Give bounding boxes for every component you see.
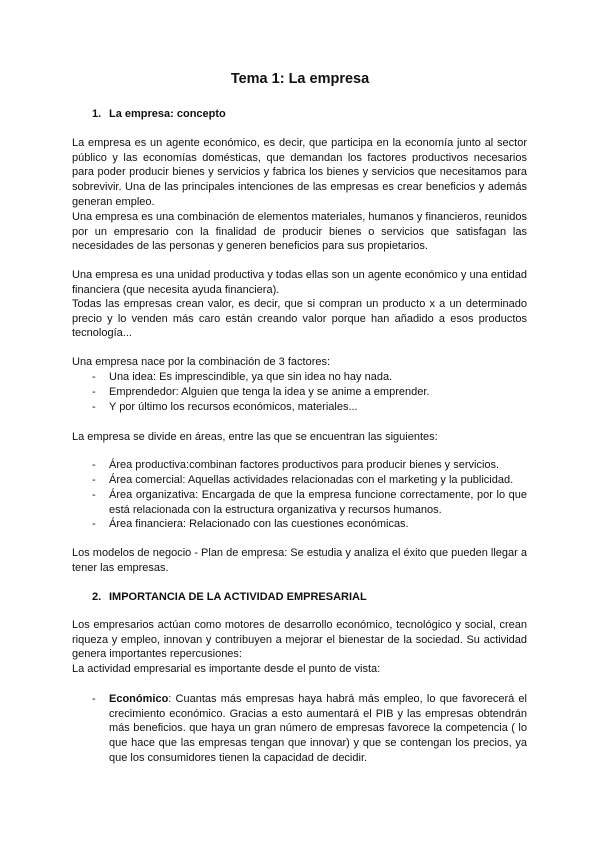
section-2-title: IMPORTANCIA DE LA ACTIVIDAD EMPRESARIAL <box>109 591 367 603</box>
bullet-dash: - <box>92 693 96 705</box>
bullet-dash: - <box>92 386 96 398</box>
list-item-text: Área productiva:combinan factores productivos para producir bienes y servicios. <box>109 459 500 471</box>
paragraph: Una empresa es una combinación de elementos materiales, humanos y financieros, reunidos por un empresario con la finalidad de producir bienes o servicios que satisfagan las necesidades de las personas y generen beneficios para sus propietarios. <box>72 211 527 253</box>
paragraph: Una empresa es una unidad productiva y todas ellas son un agente económico y una entidad financiera (que necesita ayuda financiera). <box>72 269 527 296</box>
bullet-dash: - <box>92 459 96 471</box>
paragraph: La actividad empresarial es importante desde el punto de vista: <box>72 663 381 675</box>
page-title: Tema 1: La empresa <box>230 71 370 87</box>
paragraph: La empresa se divide en áreas, entre las que se encuentran las siguientes: <box>72 431 438 443</box>
paragraph: Los empresarios actúan como motores de desarrollo económico, tecnológico y social, crean riqueza y empleo, innovan y contribuyen a mejorar el bienestar de la sociedad. Su actividad genera importantes repercusiones: <box>72 619 527 661</box>
list-item-text: Y por último los recursos económicos, materiales... <box>109 401 358 413</box>
section-1-number: 1. <box>92 108 102 120</box>
list-item-label: Económico <box>109 693 169 705</box>
list-item <box>92 517 527 532</box>
list-item-text: Una idea: Es imprescindible, ya que sin idea no hay nada. <box>109 371 393 383</box>
list-item-text: Área comercial: Aquellas actividades relacionadas con el marketing y la publicidad. <box>109 474 514 486</box>
list-item <box>92 458 527 473</box>
list-item <box>92 385 527 400</box>
list-item-text <box>109 692 527 766</box>
list-item-text: Emprendedor: Alguien que tenga la idea y se anime a emprender. <box>109 386 430 398</box>
bullet-dash: - <box>92 518 96 530</box>
list-item <box>92 473 527 488</box>
paragraph: Todas las empresas crean valor, es decir, que si compran un producto x a un determinado precio y lo venden más caro están creando valor porque han añadido a esos productos tecnología... <box>72 298 527 340</box>
list-item <box>92 370 527 385</box>
list-item <box>92 692 527 766</box>
list-item-body: : Cuantas más empresas haya habrá más empleo, lo que favorecerá el crecimiento económico. Gracias a esto aumentará el PIB y las empresas obtendrán más beneficios. que haya un gran número de empresas favorece la competencia ( lo que hace que las empresas tengan que innovar) y que se contengan los precios, ya que los consumidores tienen la capacidad de decidir. <box>109 693 527 764</box>
bullet-dash: - <box>92 489 96 501</box>
paragraph: Una empresa nace por la combinación de 3 factores: <box>72 356 331 368</box>
section-2-number: 2. <box>92 591 102 603</box>
bullet-dash: - <box>92 371 96 383</box>
section-2-heading <box>92 591 367 603</box>
paragraph: Los modelos de negocio - Plan de empresa: Se estudia y analiza el éxito que pueden llegar a tener las empresas. <box>72 547 527 574</box>
section-1-heading <box>92 108 226 120</box>
paragraph: La empresa es un agente económico, es decir, que participa en la economía junto al sector público y las economías domésticas, que demandan los factores productivos necesarios para poder producir bienes y servicios y fabrica los bienes y servicios que necesitamos para sobrevivir. Una de las principales intenciones de las empresas es crear beneficios y además generan empleo. <box>72 137 527 208</box>
list-item <box>92 400 527 415</box>
list-item-text: Área financiera: Relacionado con las cuestiones económicas. <box>109 518 409 530</box>
bullet-dash: - <box>92 474 96 486</box>
bullet-dash: - <box>92 401 96 413</box>
list-item-text: Área organizativa: Encargada de que la empresa funcione correctamente, por lo que está relacionada con la estructura organizativa y recursos humanos. <box>109 489 527 516</box>
section-1-title: La empresa: concepto <box>109 108 226 120</box>
list-item <box>92 488 527 517</box>
